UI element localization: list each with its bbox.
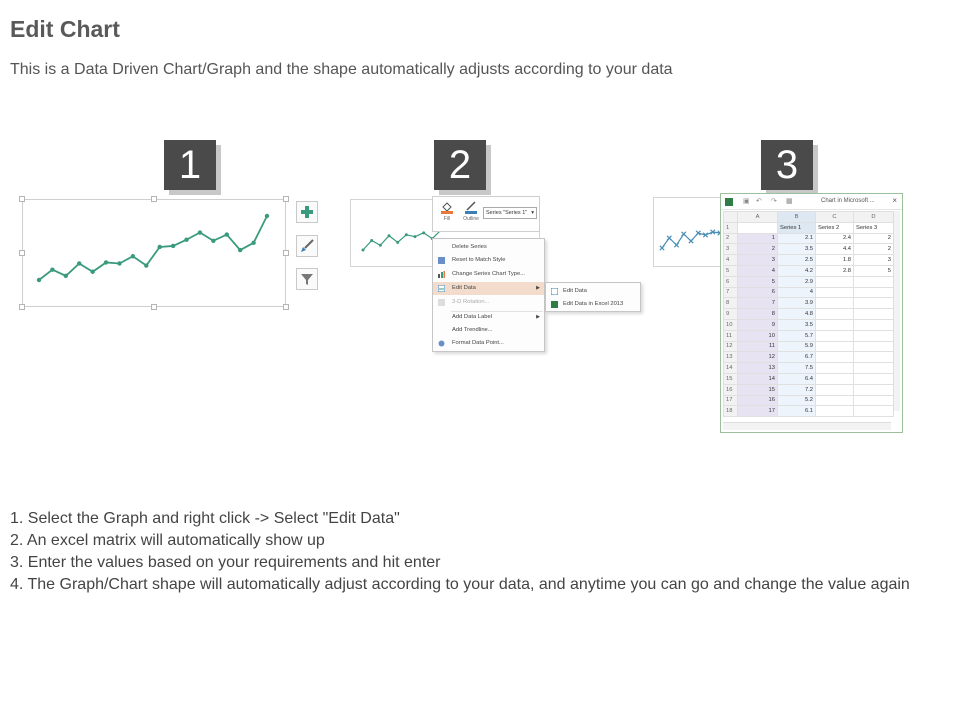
row-header[interactable]: 3 (724, 244, 738, 255)
data-point[interactable] (90, 270, 94, 274)
chevron-down-icon: ▾ (531, 210, 534, 216)
step-badge-2: 2 (434, 140, 486, 190)
data-point[interactable] (158, 245, 162, 249)
series-header-cell[interactable]: Series 1 (778, 222, 816, 233)
resize-handle[interactable] (283, 196, 289, 202)
spreadsheet-cell[interactable]: 2.9 (778, 276, 816, 287)
data-point[interactable] (131, 254, 135, 258)
spreadsheet-grid[interactable] (723, 211, 894, 417)
spreadsheet-cell[interactable]: 17 (738, 406, 778, 417)
spreadsheet-cell[interactable] (816, 309, 854, 320)
data-point[interactable] (198, 230, 202, 234)
spreadsheet-cell[interactable] (854, 287, 894, 298)
spreadsheet-cell[interactable] (854, 341, 894, 352)
spreadsheet-cell[interactable]: 5.9 (778, 341, 816, 352)
filter-icon (300, 272, 314, 286)
data-point[interactable] (225, 232, 229, 236)
spreadsheet-cell[interactable]: 2.1 (778, 233, 816, 244)
spreadsheet-row (724, 352, 894, 363)
spreadsheet-cell[interactable]: 6.1 (778, 406, 816, 417)
format-icon (438, 340, 445, 347)
context-menu (432, 238, 545, 352)
row-header[interactable]: 7 (724, 287, 738, 298)
spreadsheet-cell[interactable]: C (816, 212, 854, 223)
spreadsheet-row (724, 265, 894, 276)
spreadsheet-cell[interactable] (854, 373, 894, 384)
menu-item-label: Edit Data in Excel 2013 (563, 301, 624, 307)
menu-item-label: Delete Series (452, 244, 487, 250)
series-line[interactable] (363, 230, 441, 250)
spreadsheet-row (724, 212, 894, 223)
spreadsheet-cell[interactable] (816, 319, 854, 330)
spreadsheet-cell[interactable]: 4 (778, 287, 816, 298)
spreadsheet-cell[interactable] (816, 395, 854, 406)
spreadsheet-row (724, 298, 894, 309)
data-point[interactable] (77, 261, 81, 265)
spreadsheet-row (724, 276, 894, 287)
series-header-cell[interactable]: Series 3 (854, 222, 894, 233)
menu-item-edit-data[interactable] (433, 282, 544, 295)
spreadsheet-cell[interactable]: 7 (738, 298, 778, 309)
spreadsheet-cell[interactable]: 2.8 (816, 265, 854, 276)
spreadsheet-cell[interactable] (854, 319, 894, 330)
spreadsheet-cell[interactable]: A (738, 212, 778, 223)
row-header[interactable]: 2 (724, 233, 738, 244)
spreadsheet-cell[interactable]: 5 (738, 276, 778, 287)
menu-item-label: Reset to Match Style (452, 257, 506, 263)
row-header[interactable]: 9 (724, 309, 738, 320)
chart-styles-button[interactable] (296, 235, 318, 257)
series-line[interactable] (39, 216, 267, 280)
data-point[interactable] (370, 239, 373, 242)
spreadsheet-cell[interactable]: 6.7 (778, 352, 816, 363)
spreadsheet-cell[interactable]: 2 (854, 244, 894, 255)
vertical-scrollbar[interactable] (893, 211, 900, 411)
row-header[interactable]: 17 (724, 395, 738, 406)
spreadsheet-row (724, 255, 894, 266)
edit-data-icon (551, 288, 558, 295)
excel-icon (551, 301, 558, 308)
spreadsheet-cell[interactable]: 13 (738, 363, 778, 374)
series-header-cell[interactable] (738, 222, 778, 233)
menu-item-label: Change Series Chart Type... (452, 271, 526, 277)
step-badge-1: 1 (164, 140, 216, 190)
spreadsheet-cell[interactable] (854, 352, 894, 363)
selected-line-chart[interactable] (22, 199, 286, 307)
spreadsheet-row (724, 287, 894, 298)
data-point[interactable] (117, 261, 121, 265)
spreadsheet-cell[interactable]: 3 (738, 255, 778, 266)
menu-item-change-chart-type[interactable] (433, 268, 544, 281)
excel-window-title: Chart in Microsoft ... (821, 198, 875, 204)
data-point[interactable] (689, 239, 693, 243)
spreadsheet-row (724, 341, 894, 352)
resize-handle[interactable] (19, 304, 25, 310)
rotation-icon (438, 299, 445, 306)
spreadsheet-cell[interactable] (816, 330, 854, 341)
save-icon[interactable]: ▣ (743, 198, 750, 205)
data-point[interactable] (660, 246, 664, 250)
data-point[interactable] (184, 238, 188, 242)
spreadsheet-cell[interactable]: 3.5 (778, 244, 816, 255)
menu-item-format-data-point[interactable] (433, 337, 544, 350)
row-header[interactable]: 6 (724, 276, 738, 287)
spreadsheet-cell[interactable]: D (854, 212, 894, 223)
menu-item-label: Format Data Point... (452, 340, 504, 346)
reset-icon (438, 257, 445, 264)
outline-button[interactable] (459, 200, 483, 222)
menu-item-label: Add Trendline... (452, 327, 493, 333)
excel-titlebar (721, 194, 902, 210)
spreadsheet-row (724, 233, 894, 244)
close-icon[interactable]: × (892, 196, 897, 205)
row-header[interactable]: 16 (724, 384, 738, 395)
line-chart-plot (23, 200, 287, 308)
row-header[interactable]: 13 (724, 352, 738, 363)
excel-data-window (720, 193, 903, 433)
spreadsheet-cell[interactable]: 9 (738, 319, 778, 330)
instruction-step-1: 1. Select the Graph and right click -> Select "Edit Data" (10, 510, 400, 527)
spreadsheet-row (724, 244, 894, 255)
spreadsheet-cell[interactable]: 6 (738, 287, 778, 298)
spreadsheet-cell[interactable]: 2.5 (778, 255, 816, 266)
line-chart-behind-excel[interactable] (653, 197, 723, 267)
row-header[interactable]: 15 (724, 373, 738, 384)
spreadsheet-cell[interactable] (854, 309, 894, 320)
spreadsheet-cell[interactable] (854, 276, 894, 287)
spreadsheet-cell[interactable]: 3 (854, 255, 894, 266)
spreadsheet-row (724, 373, 894, 384)
data-point[interactable] (171, 244, 175, 248)
chevron-right-icon: ▶ (536, 314, 540, 320)
data-point[interactable] (405, 233, 408, 236)
data-point[interactable] (238, 248, 242, 252)
spreadsheet-cell[interactable]: 15 (738, 384, 778, 395)
outline-label: Outline (463, 216, 479, 222)
spreadsheet-row (724, 363, 894, 374)
chart-icon[interactable]: ▦ (786, 198, 793, 205)
spreadsheet-cell[interactable] (816, 363, 854, 374)
pen-icon (464, 200, 478, 214)
submenu-item-edit-data[interactable] (546, 285, 640, 298)
spreadsheet-row (724, 330, 894, 341)
spreadsheet-cell[interactable]: 4 (738, 265, 778, 276)
spreadsheet-cell[interactable]: 16 (738, 395, 778, 406)
instructions-list (10, 508, 950, 596)
spreadsheet-cell[interactable]: 11 (738, 341, 778, 352)
chart-type-icon (438, 271, 445, 278)
data-point[interactable] (64, 274, 68, 278)
spreadsheet-cell[interactable]: 7.5 (778, 363, 816, 374)
spreadsheet-cell[interactable]: 4.2 (778, 265, 816, 276)
resize-handle[interactable] (151, 304, 157, 310)
spreadsheet-cell[interactable]: 2 (738, 244, 778, 255)
spreadsheet-cell[interactable] (816, 298, 854, 309)
spreadsheet-row (724, 395, 894, 406)
series-dropdown[interactable] (483, 207, 537, 219)
plus-icon (300, 205, 314, 219)
resize-handle[interactable] (283, 304, 289, 310)
spreadsheet-cell[interactable] (816, 276, 854, 287)
data-point[interactable] (251, 241, 255, 245)
instruction-step-2: 2. An excel matrix will automatically show up (10, 532, 325, 549)
resize-handle[interactable] (151, 196, 157, 202)
horizontal-scrollbar[interactable] (723, 422, 891, 430)
step-badge-3: 3 (761, 140, 813, 190)
spreadsheet-cell[interactable]: 5 (854, 265, 894, 276)
spreadsheet-cell[interactable]: 1 (738, 233, 778, 244)
data-point[interactable] (414, 235, 417, 238)
data-point[interactable] (674, 243, 678, 247)
spreadsheet-cell[interactable] (854, 406, 894, 417)
menu-item-delete-series[interactable] (433, 241, 544, 254)
brush-icon (299, 238, 315, 254)
spreadsheet-row (724, 319, 894, 330)
line-chart-plot (654, 198, 724, 268)
data-point[interactable] (211, 239, 215, 243)
data-point[interactable] (422, 231, 425, 234)
chevron-right-icon: ▶ (536, 285, 540, 291)
spreadsheet-cell[interactable]: 3.9 (778, 298, 816, 309)
data-point[interactable] (379, 244, 382, 247)
menu-item-add-trendline[interactable] (433, 324, 544, 337)
data-point[interactable] (396, 241, 399, 244)
spreadsheet-cell[interactable] (854, 384, 894, 395)
spreadsheet-cell[interactable] (854, 298, 894, 309)
data-point[interactable] (362, 249, 365, 252)
spreadsheet-row (724, 384, 894, 395)
menu-item-label: Edit Data (563, 288, 587, 294)
data-point[interactable] (265, 214, 269, 218)
menu-item-add-data-label[interactable] (433, 311, 544, 324)
spreadsheet-cell[interactable] (854, 330, 894, 341)
fill-button[interactable] (437, 200, 457, 222)
chart-elements-button[interactable] (296, 201, 318, 223)
series-header-cell[interactable]: Series 2 (816, 222, 854, 233)
spreadsheet-cell[interactable] (816, 373, 854, 384)
data-point[interactable] (104, 260, 108, 264)
spreadsheet-row (724, 406, 894, 417)
menu-item-label: Add Data Label (452, 314, 492, 320)
spreadsheet-cell[interactable] (816, 341, 854, 352)
undo-icon[interactable]: ↶ (756, 198, 762, 205)
menu-item-3d-rotation[interactable] (433, 296, 544, 309)
spreadsheet-cell[interactable]: 1.8 (816, 255, 854, 266)
data-point[interactable] (682, 232, 686, 236)
menu-item-label: 3-D Rotation... (452, 299, 490, 305)
spreadsheet-cell[interactable] (816, 352, 854, 363)
fill-label: Fill (443, 216, 451, 222)
spreadsheet-cell[interactable] (854, 395, 894, 406)
row-header[interactable]: 12 (724, 341, 738, 352)
spreadsheet-cell[interactable]: 12 (738, 352, 778, 363)
series-dropdown-value: Series "Series 1" (486, 210, 528, 216)
data-point[interactable] (388, 234, 391, 237)
data-point[interactable] (37, 278, 41, 282)
menu-item-reset-style[interactable] (433, 254, 544, 267)
spreadsheet-cell[interactable]: 2.4 (816, 233, 854, 244)
row-header[interactable] (724, 212, 738, 223)
resize-handle[interactable] (283, 250, 289, 256)
spreadsheet-cell[interactable]: 2 (854, 233, 894, 244)
data-point[interactable] (667, 236, 671, 240)
spreadsheet-cell[interactable]: 8 (738, 309, 778, 320)
spreadsheet-cell[interactable]: 10 (738, 330, 778, 341)
row-header[interactable]: 5 (724, 265, 738, 276)
submenu-item-edit-in-excel[interactable] (546, 298, 640, 311)
edit-data-submenu (545, 282, 641, 312)
spreadsheet-cell[interactable]: 14 (738, 373, 778, 384)
resize-handle[interactable] (19, 196, 25, 202)
row-header[interactable]: 4 (724, 255, 738, 266)
resize-handle[interactable] (19, 250, 25, 256)
row-header[interactable]: 10 (724, 319, 738, 330)
row-header[interactable]: 1 (724, 222, 738, 233)
spreadsheet-cell[interactable]: B (778, 212, 816, 223)
row-header[interactable]: 11 (724, 330, 738, 341)
spreadsheet-cell[interactable] (816, 384, 854, 395)
excel-icon (725, 198, 733, 206)
edit-data-icon (438, 285, 445, 292)
spreadsheet-cell[interactable]: 5.7 (778, 330, 816, 341)
menu-item-label: Edit Data (452, 285, 476, 291)
page-title: Edit Chart (10, 16, 120, 42)
spreadsheet-cell[interactable]: 5.2 (778, 395, 816, 406)
spreadsheet-cell[interactable]: 7.2 (778, 384, 816, 395)
instruction-step-3: 3. Enter the values based on your requirements and hit enter (10, 554, 441, 571)
spreadsheet-cell[interactable]: 4.8 (778, 309, 816, 320)
spreadsheet-cell[interactable] (854, 363, 894, 374)
data-point[interactable] (50, 267, 54, 271)
page-subtitle: This is a Data Driven Chart/Graph and the shape automatically adjusts according to your data (10, 61, 673, 78)
row-header[interactable]: 18 (724, 406, 738, 417)
spreadsheet-cell[interactable] (816, 287, 854, 298)
row-header[interactable]: 14 (724, 363, 738, 374)
chart-filters-button[interactable] (296, 268, 318, 290)
spreadsheet-cell[interactable] (816, 406, 854, 417)
row-header[interactable]: 8 (724, 298, 738, 309)
spreadsheet-cell[interactable]: 3.5 (778, 319, 816, 330)
paint-bucket-icon (440, 200, 454, 214)
spreadsheet-cell[interactable]: 4.4 (816, 244, 854, 255)
instruction-step-4: 4. The Graph/Chart shape will automatically adjust according to your data, and anytime you can go and change the value again (10, 576, 910, 593)
spreadsheet-row (724, 309, 894, 320)
redo-icon[interactable]: ↷ (771, 198, 777, 205)
data-point[interactable] (144, 263, 148, 267)
spreadsheet-cell[interactable]: 6.4 (778, 373, 816, 384)
spreadsheet-header-row (724, 222, 894, 233)
